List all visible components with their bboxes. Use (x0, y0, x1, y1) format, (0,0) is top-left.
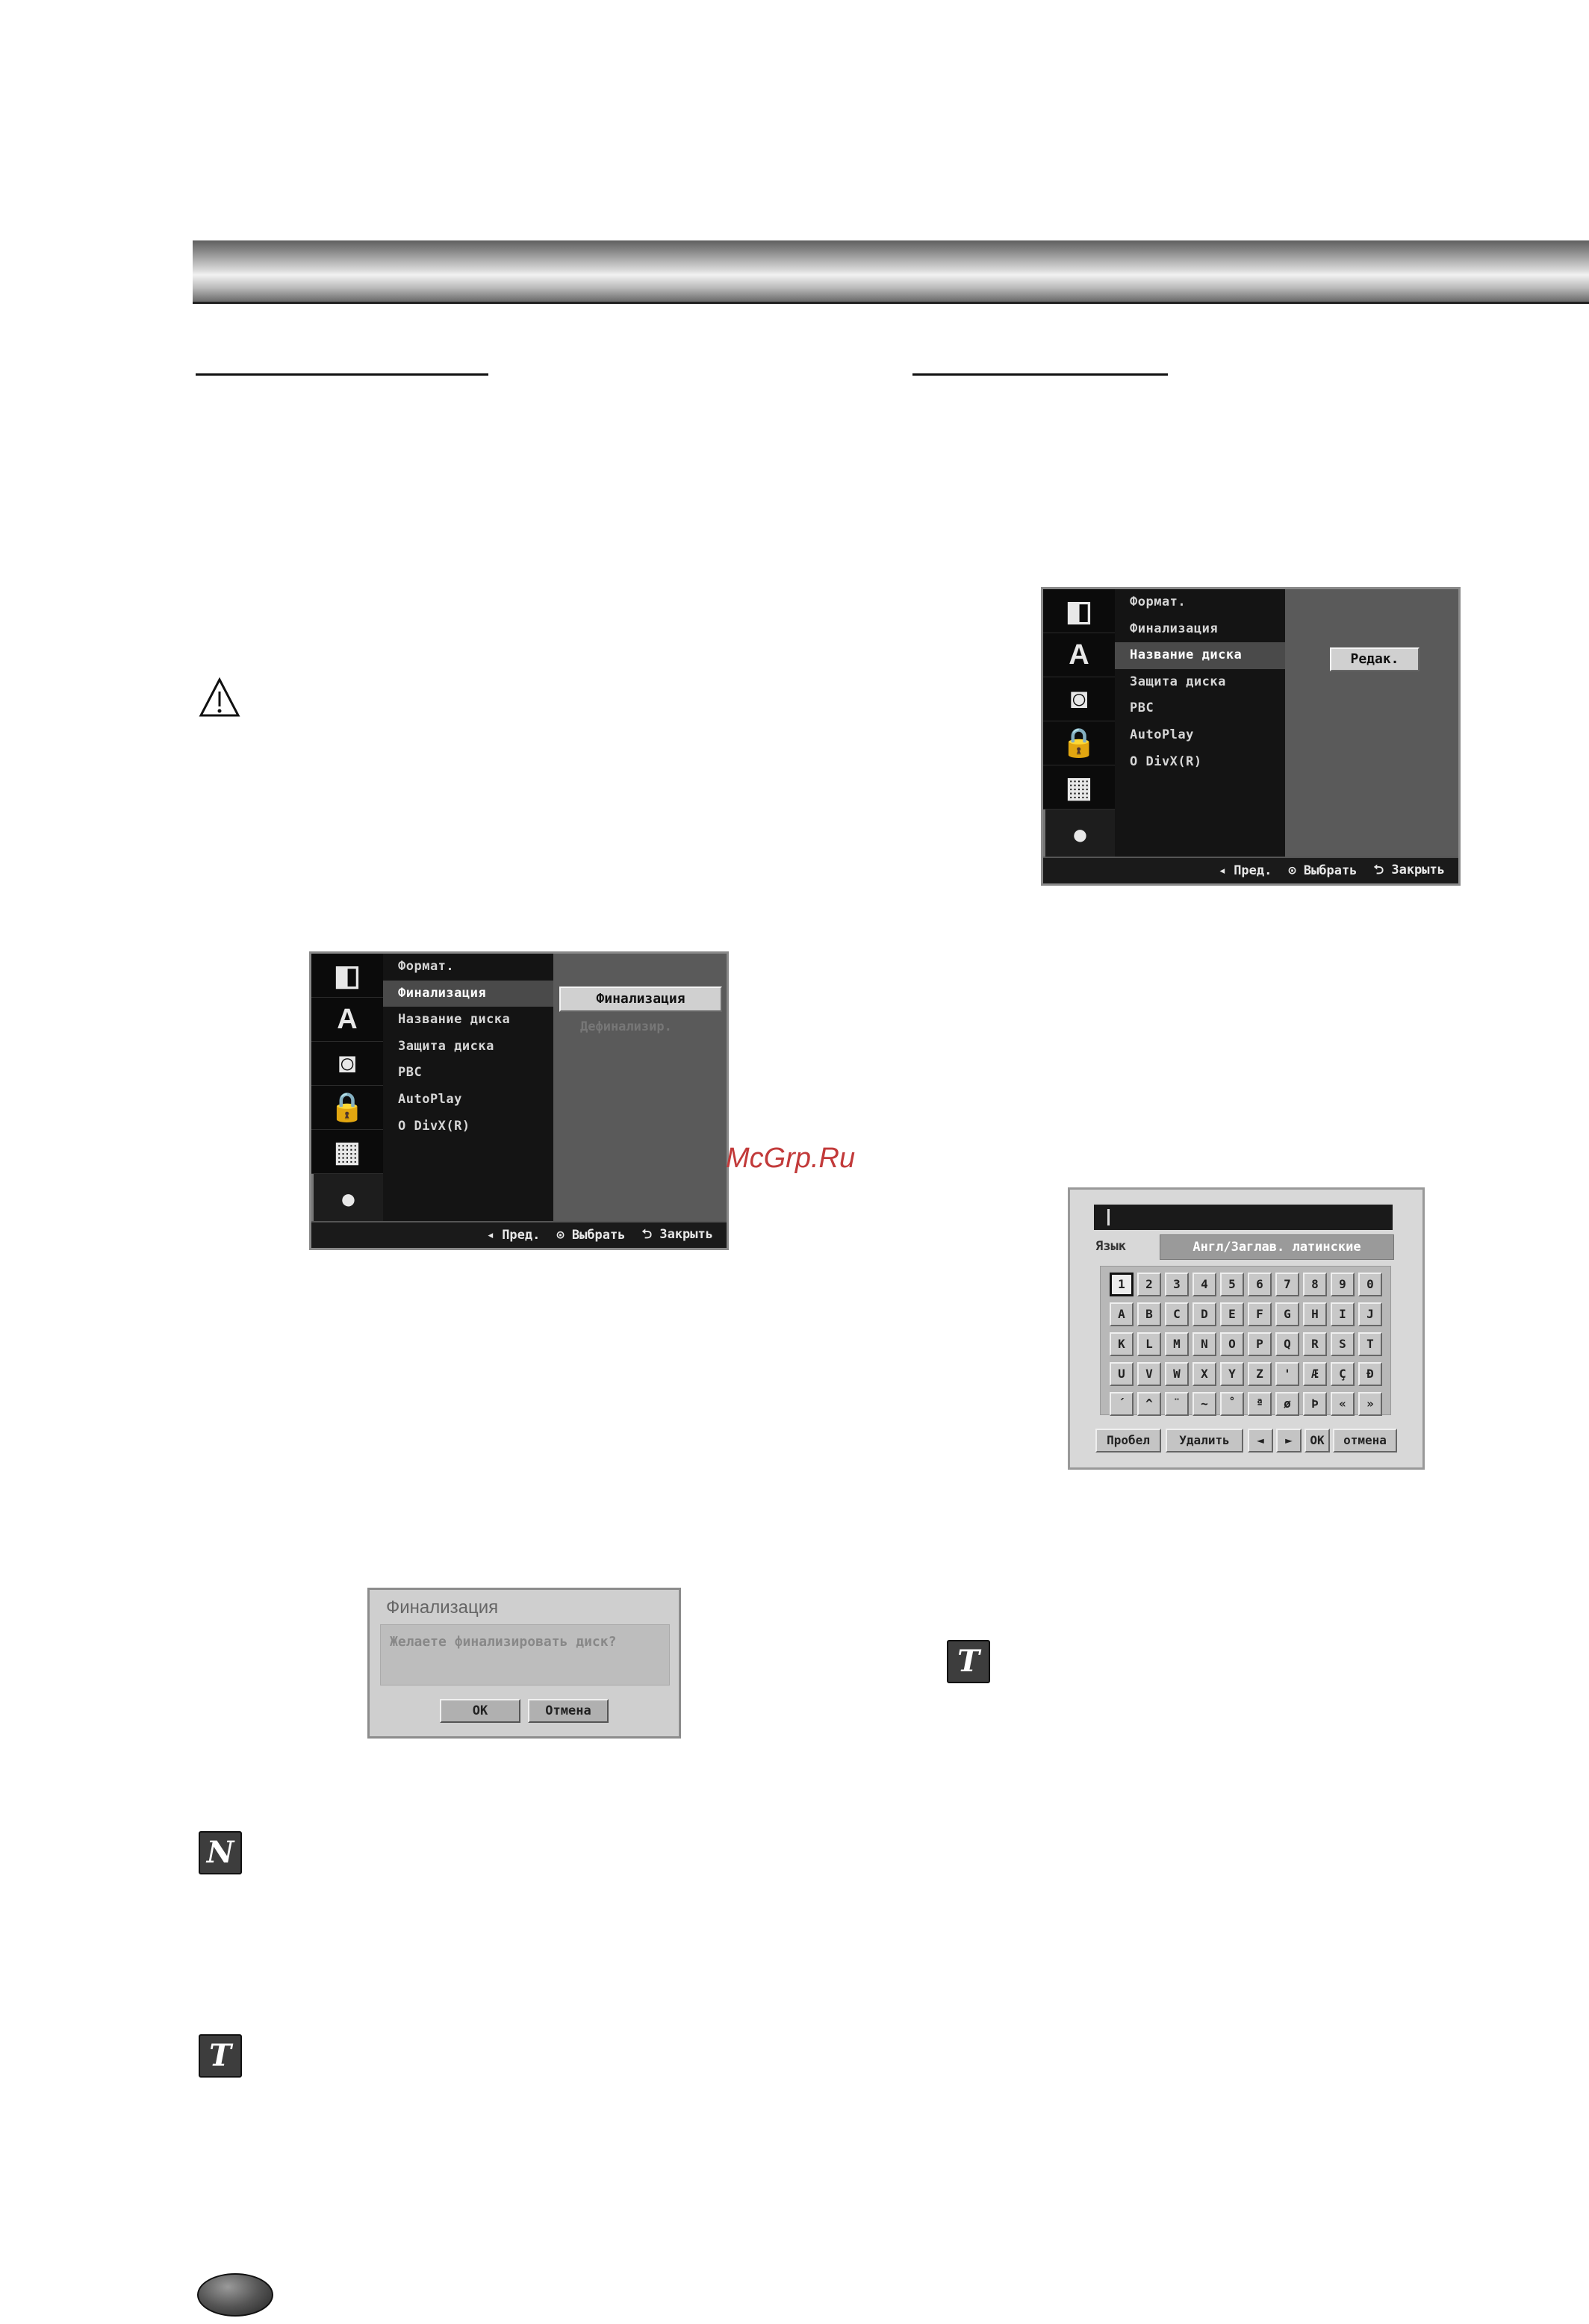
keyboard-grid (1100, 1266, 1391, 1415)
note-icon: N (199, 1831, 242, 1874)
keyboard-key[interactable]: 0 (1358, 1273, 1382, 1296)
submenu-panel (1285, 589, 1458, 858)
menu-item-disc-name[interactable]: Название диска (398, 1012, 511, 1028)
lock-icon[interactable]: 🔒 (1043, 721, 1115, 765)
menu-tab-column (311, 954, 383, 1222)
keyboard-key[interactable]: U (1110, 1362, 1134, 1386)
finalize-menu-screen (309, 951, 729, 1250)
right-section-heading-rule (912, 373, 1168, 376)
language-icon[interactable]: A (1043, 633, 1115, 677)
keyboard-key[interactable]: W (1165, 1362, 1189, 1386)
cursor-right-key[interactable]: ► (1276, 1429, 1302, 1452)
keyboard-key[interactable]: Þ (1303, 1392, 1327, 1416)
keyboard-key[interactable]: L (1137, 1332, 1161, 1356)
keyboard-key[interactable]: ª (1248, 1392, 1272, 1416)
menu-item-autoplay[interactable]: AutoPlay (1130, 727, 1194, 742)
keyboard-key[interactable]: Y (1220, 1362, 1244, 1386)
disc-settings-icon[interactable]: ● (311, 1174, 383, 1226)
menu-item-finalize[interactable]: Финализация (383, 981, 553, 1007)
keyboard-key[interactable]: N (1192, 1332, 1216, 1356)
keyboard-key[interactable]: O (1220, 1332, 1244, 1356)
keyboard-key[interactable]: C (1165, 1302, 1189, 1326)
keyboard-key[interactable]: V (1137, 1362, 1161, 1386)
keyboard-key[interactable]: ^ (1137, 1392, 1161, 1416)
speaker-icon[interactable]: ◙ (311, 1042, 383, 1086)
tip-icon: T (947, 1640, 990, 1683)
select-hint: ⊙ Выбрать (1288, 863, 1358, 878)
keyboard-key[interactable]: » (1358, 1392, 1382, 1416)
page-header-bar (193, 240, 1589, 304)
film-icon[interactable]: ▦ (311, 1130, 383, 1174)
ok-button[interactable]: OK (440, 1699, 520, 1723)
keyboard-key[interactable]: A (1110, 1302, 1134, 1326)
dialog-message: Желаете финализировать диск? (390, 1634, 617, 1650)
menu-item-format[interactable]: Формат. (398, 959, 455, 974)
cursor-left-key[interactable]: ◄ (1248, 1429, 1273, 1452)
page-number-tab (197, 2273, 273, 2317)
keyboard-key[interactable]: Ç (1331, 1362, 1355, 1386)
disc-name-menu-screen (1041, 587, 1461, 886)
keyboard-key[interactable]: J (1358, 1302, 1382, 1326)
watermark: McGrp.Ru (726, 1143, 856, 1174)
film-icon[interactable]: ▦ (1043, 765, 1115, 810)
keyboard-key[interactable]: 4 (1192, 1273, 1216, 1296)
unfinalize-option: Дефинализир. (580, 1019, 672, 1034)
keyboard-key[interactable]: 9 (1331, 1273, 1355, 1296)
speaker-icon[interactable]: ◙ (1043, 677, 1115, 721)
text-cursor (1107, 1209, 1110, 1225)
keyboard-key[interactable]: 2 (1137, 1273, 1161, 1296)
cancel-key[interactable]: отмена (1333, 1429, 1397, 1452)
keyboard-key[interactable]: ~ (1192, 1392, 1216, 1416)
keyboard-key[interactable]: G (1275, 1302, 1299, 1326)
tip-icon: T (199, 2034, 242, 2078)
language-selector[interactable]: Англ/Заглав. латинские (1160, 1234, 1394, 1260)
keyboard-key[interactable]: 1 (1110, 1273, 1134, 1296)
menu-item-about-divx[interactable]: О DivX(R) (1130, 754, 1202, 769)
keyboard-key[interactable]: R (1303, 1332, 1327, 1356)
keyboard-key[interactable]: Z (1248, 1362, 1272, 1386)
finalize-option-button[interactable]: Финализация (559, 987, 722, 1012)
keyboard-dialog (1068, 1187, 1425, 1470)
keyboard-key[interactable]: F (1248, 1302, 1272, 1326)
keyboard-key[interactable]: D (1192, 1302, 1216, 1326)
dialog-message-box (380, 1624, 670, 1685)
select-hint: ⊙ Выбрать (556, 1228, 626, 1243)
keyboard-key[interactable]: ' (1275, 1362, 1299, 1386)
keyboard-key[interactable]: H (1303, 1302, 1327, 1326)
keyboard-key[interactable]: B (1137, 1302, 1161, 1326)
keyboard-key[interactable]: 3 (1165, 1273, 1189, 1296)
keyboard-key[interactable]: T (1358, 1332, 1382, 1356)
language-icon[interactable]: A (311, 998, 383, 1042)
keyboard-key[interactable]: K (1110, 1332, 1134, 1356)
menu-item-disc-protect[interactable]: Защита диска (1130, 674, 1226, 689)
prev-hint: ◂ Пред. (486, 1228, 541, 1243)
keyboard-key[interactable]: ø (1275, 1392, 1299, 1416)
left-section-heading-rule (196, 373, 488, 376)
keyboard-key[interactable]: « (1331, 1392, 1355, 1416)
keyboard-key[interactable]: 8 (1303, 1273, 1327, 1296)
close-hint: ⮌ Закрыть (641, 1226, 713, 1242)
lock-icon[interactable]: 🔒 (311, 1086, 383, 1130)
disc-name-input[interactable] (1094, 1205, 1393, 1230)
keyboard-key[interactable]: S (1331, 1332, 1355, 1356)
keyboard-key[interactable]: Æ (1303, 1362, 1327, 1386)
menu-footer (311, 1221, 727, 1248)
prev-hint: ◂ Пред. (1218, 863, 1272, 878)
menu-item-autoplay[interactable]: AutoPlay (398, 1091, 462, 1107)
keyboard-key[interactable]: 5 (1220, 1273, 1244, 1296)
menu-item-finalize[interactable]: Финализация (1130, 621, 1219, 636)
keyboard-key[interactable]: X (1192, 1362, 1216, 1386)
menu-item-list (383, 954, 553, 1222)
keyboard-key[interactable]: I (1331, 1302, 1355, 1326)
keyboard-key[interactable]: M (1165, 1332, 1189, 1356)
warning-icon (199, 677, 240, 718)
cancel-button[interactable]: Отмена (528, 1699, 609, 1723)
keyboard-key[interactable]: ¨ (1165, 1392, 1189, 1416)
delete-key[interactable]: Удалить (1166, 1429, 1243, 1452)
close-hint: ⮌ Закрыть (1373, 862, 1445, 877)
keyboard-key[interactable]: E (1220, 1302, 1244, 1326)
menu-footer (1043, 857, 1458, 883)
disc-icon[interactable]: ◧ (311, 954, 383, 998)
menu-item-about-divx[interactable]: О DivX(R) (398, 1118, 470, 1134)
submenu-panel (553, 954, 727, 1222)
keyboard-key[interactable]: P (1248, 1332, 1272, 1356)
menu-item-disc-protect[interactable]: Защита диска (398, 1038, 494, 1054)
menu-tab-column (1043, 589, 1115, 858)
dialog-title: Финализация (386, 1597, 499, 1618)
keyboard-key[interactable]: ˚ (1220, 1392, 1244, 1416)
ok-key[interactable]: OK (1305, 1429, 1330, 1452)
disc-icon[interactable]: ◧ (1043, 589, 1115, 633)
menu-item-format[interactable]: Формат. (1130, 594, 1187, 609)
menu-item-pbc[interactable]: PBC (398, 1065, 423, 1081)
menu-item-list (1115, 589, 1285, 858)
keyboard-key[interactable]: 6 (1248, 1273, 1272, 1296)
keyboard-key[interactable]: Q (1275, 1332, 1299, 1356)
language-label: Язык (1095, 1239, 1126, 1254)
finalize-confirm-dialog (367, 1588, 681, 1739)
keyboard-key[interactable]: 7 (1275, 1273, 1299, 1296)
space-key[interactable]: Пробел (1095, 1429, 1161, 1452)
keyboard-key[interactable]: Ð (1358, 1362, 1382, 1386)
disc-settings-icon[interactable]: ● (1043, 810, 1115, 862)
menu-item-pbc[interactable]: PBC (1130, 700, 1154, 716)
menu-item-disc-name[interactable]: Название диска (1115, 642, 1285, 669)
keyboard-key[interactable]: ´ (1110, 1392, 1134, 1416)
edit-button[interactable]: Редак. (1330, 647, 1419, 671)
